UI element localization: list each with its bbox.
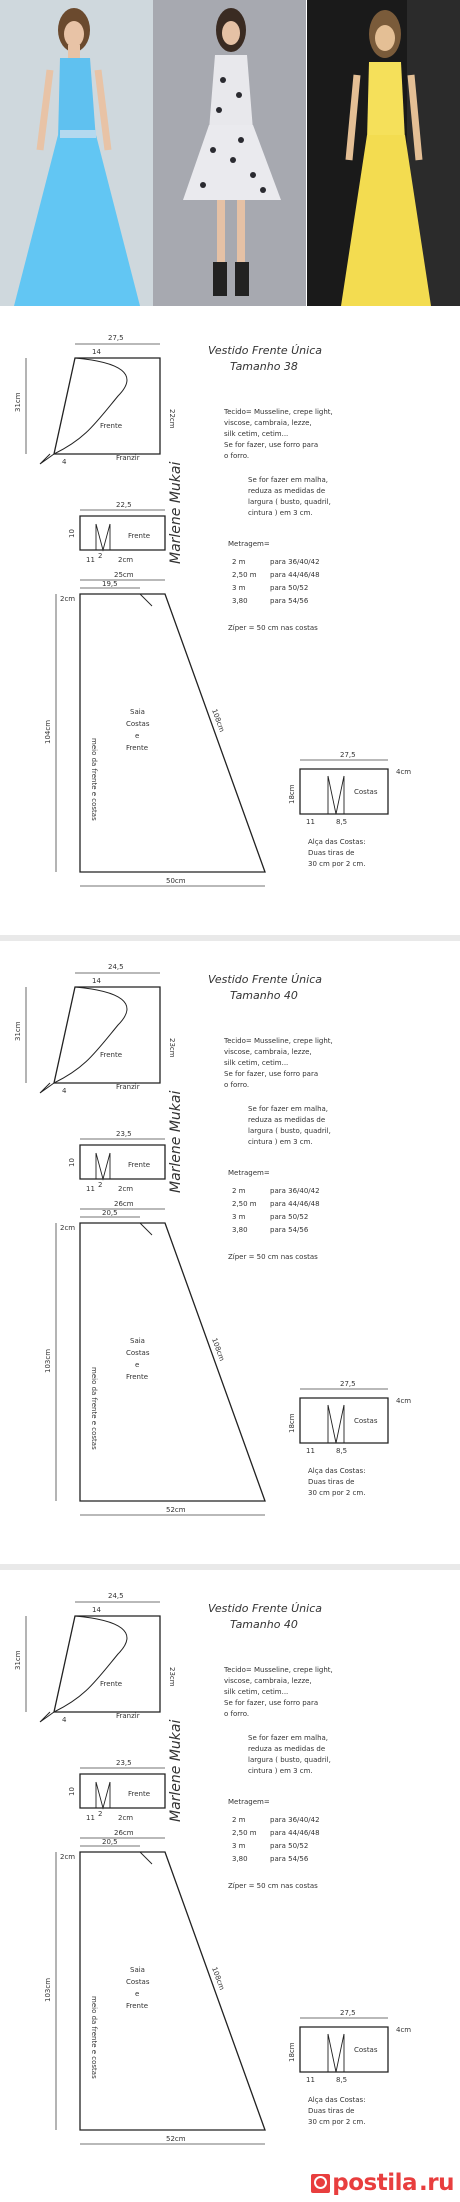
pattern-label: Se for fazer em malha, <box>248 476 329 484</box>
pattern-label: Costas <box>126 1349 150 1357</box>
pattern-label: Frente <box>128 532 151 540</box>
pattern-label: para 44/46/48 <box>270 571 320 579</box>
floral-halter-dress-photo <box>153 0 306 306</box>
pattern-label: Tecido= Musseline, crepe light, <box>224 1037 333 1045</box>
signature: Marlene Mukai <box>168 1719 184 1822</box>
pattern-label: 27,5 <box>108 334 124 342</box>
pattern-label: para 50/52 <box>270 1842 309 1850</box>
pattern-label: Frente <box>128 1161 151 1169</box>
pattern-label: reduza as medidas de <box>248 1116 326 1124</box>
pattern-label: Frente <box>100 1051 123 1059</box>
skirt-outline <box>80 594 265 872</box>
pattern-label: 8,5 <box>336 818 348 826</box>
pattern-label: largura ( busto, quadril, <box>248 1127 331 1135</box>
pattern-label: o forro. <box>224 1081 250 1089</box>
pattern-label: para 54/56 <box>270 1226 309 1234</box>
pattern-label: Vestido Frente Única <box>208 1602 322 1615</box>
waistband-dart <box>96 524 110 550</box>
pattern-label: Saia <box>130 1337 145 1345</box>
pattern-label: 3 m <box>232 1842 246 1850</box>
pattern-label: 2cm <box>118 556 134 564</box>
pattern-label: 31cm <box>14 1021 22 1041</box>
bodice-point <box>40 454 54 464</box>
back-dart <box>328 1405 344 1443</box>
pattern-label: 22cm <box>168 409 176 429</box>
pattern-label: 3,80 <box>232 1855 248 1863</box>
pattern-sheet <box>0 1572 460 2195</box>
pattern-label: Se for fazer, use forro para <box>224 1699 319 1707</box>
pattern-label: 8,5 <box>336 2076 348 2084</box>
pattern-label: meio da frente e costas <box>90 1996 98 2079</box>
pattern-label: 10 <box>68 1787 76 1796</box>
back-dart <box>328 2034 344 2072</box>
pattern-label: Duas tiras de <box>308 2107 355 2115</box>
pattern-label: Frente <box>100 1680 123 1688</box>
skirt-corner <box>140 1852 152 1864</box>
bodice-outline <box>54 987 160 1083</box>
watermark-suffix: .ru <box>419 2170 454 2196</box>
pattern-label: 3,80 <box>232 597 248 605</box>
bodice-outline <box>54 358 160 454</box>
pattern-label: Tamanho 40 <box>230 1618 298 1631</box>
pattern-sheet <box>0 314 460 937</box>
pattern-label: cintura ) em 3 cm. <box>248 1138 313 1146</box>
pattern-label: 4cm <box>396 768 412 776</box>
pattern-label: 26cm <box>114 1829 134 1837</box>
pattern-label: Frente <box>126 744 149 752</box>
pattern-label: para 54/56 <box>270 1855 309 1863</box>
pattern-label: 30 cm por 2 cm. <box>308 1489 366 1497</box>
pattern-label: largura ( busto, quadril, <box>248 498 331 506</box>
pattern-label: largura ( busto, quadril, <box>248 1756 331 1764</box>
pattern-label: Vestido Frente Única <box>208 344 322 357</box>
pattern-label: silk cetim, cetim... <box>224 1059 289 1067</box>
pattern-label: para 50/52 <box>270 584 309 592</box>
pattern-label: Se for fazer, use forro para <box>224 1070 319 1078</box>
pattern-label: Zíper = 50 cm nas costas <box>228 624 318 632</box>
pattern-label: 18cm <box>288 2042 296 2062</box>
pattern-label: Duas tiras de <box>308 1478 355 1486</box>
pattern-label: e <box>135 732 140 740</box>
waistband-dart <box>96 1153 110 1179</box>
pattern-label: 3,80 <box>232 1226 248 1234</box>
pattern-label: Alça das Costas: <box>308 2096 366 2104</box>
pattern-label: viscose, cambraia, lezze, <box>224 419 312 427</box>
pattern-label: o forro. <box>224 1710 250 1718</box>
pattern-label: Costas <box>126 720 150 728</box>
pattern-label: Frente <box>126 1373 149 1381</box>
pattern-label: Costas <box>354 2046 378 2054</box>
pattern-label: 23,5 <box>116 1130 132 1138</box>
pattern-label: 104cm <box>44 719 52 744</box>
pattern-label: e <box>135 1990 140 1998</box>
waistband-outline <box>80 1145 165 1179</box>
pattern-label: Franzir <box>116 454 140 462</box>
waistband-dart <box>96 1782 110 1808</box>
pattern-label: 19,5 <box>102 580 118 588</box>
pattern-label: 11 <box>306 818 315 826</box>
pattern-label: 2 <box>98 1810 103 1818</box>
pattern-label: o forro. <box>224 452 250 460</box>
pattern-label: 27,5 <box>340 751 356 759</box>
back-dart <box>328 776 344 814</box>
pattern-label: para 50/52 <box>270 1213 309 1221</box>
pattern-label: 2 m <box>232 1816 246 1824</box>
pattern-label: reduza as medidas de <box>248 487 326 495</box>
pattern-label: Frente <box>128 1790 151 1798</box>
pattern-label: Franzir <box>116 1083 140 1091</box>
pattern-label: 30 cm por 2 cm. <box>308 860 366 868</box>
pattern-label: 31cm <box>14 1650 22 1670</box>
pattern-label: 4 <box>62 458 67 466</box>
pattern-label: Tecido= Musseline, crepe light, <box>224 1666 333 1674</box>
pattern-label: 23cm <box>168 1038 176 1058</box>
pattern-label: Metragem= <box>228 1169 270 1177</box>
pattern-label: 50cm <box>166 877 186 885</box>
signature: Marlene Mukai <box>168 461 184 564</box>
pattern-label: 22,5 <box>116 501 132 509</box>
pattern-label: 20,5 <box>102 1209 118 1217</box>
skirt-corner <box>140 1223 152 1235</box>
pattern-label: 20,5 <box>102 1838 118 1846</box>
pattern-label: 4 <box>62 1087 67 1095</box>
pattern-label: Zíper = 50 cm nas costas <box>228 1253 318 1261</box>
pattern-label: Se for fazer em malha, <box>248 1105 329 1113</box>
pattern-label: 3 m <box>232 584 246 592</box>
skirt-outline <box>80 1223 265 1501</box>
pattern-label: para 36/40/42 <box>270 558 320 566</box>
bodice-outline <box>54 1616 160 1712</box>
pattern-label: 2cm <box>118 1185 134 1193</box>
photo-strip <box>0 0 460 306</box>
pattern-label: Vestido Frente Única <box>208 973 322 986</box>
pattern-label: viscose, cambraia, lezze, <box>224 1048 312 1056</box>
watermark-brand: postila <box>332 2170 418 2196</box>
pattern-label: Zíper = 50 cm nas costas <box>228 1882 318 1890</box>
pattern-label: silk cetim, cetim... <box>224 1688 289 1696</box>
pattern-label: para 36/40/42 <box>270 1816 320 1824</box>
pattern-label: 2,50 m <box>232 1200 257 1208</box>
pattern-label: Alça das Costas: <box>308 1467 366 1475</box>
pattern-label: 2 <box>98 552 103 560</box>
pattern-label: 14 <box>92 348 101 356</box>
pattern-label: cintura ) em 3 cm. <box>248 509 313 517</box>
pattern-label: 52cm <box>166 1506 186 1514</box>
pattern-label: 11 <box>306 1447 315 1455</box>
pattern-label: para 36/40/42 <box>270 1187 320 1195</box>
pattern-label: reduza as medidas de <box>248 1745 326 1753</box>
pattern-label: 2 <box>98 1181 103 1189</box>
pattern-label: 2cm <box>60 595 76 603</box>
postila-logo-icon <box>311 2174 330 2193</box>
pattern-label: Saia <box>130 708 145 716</box>
signature: Marlene Mukai <box>168 1090 184 1193</box>
skirt-corner <box>140 594 152 606</box>
pattern-label: 11 <box>86 1814 95 1822</box>
pattern-label: 31cm <box>14 392 22 412</box>
pattern-drawing <box>0 314 460 937</box>
pattern-label: 11 <box>306 2076 315 2084</box>
pattern-label: Alça das Costas: <box>308 838 366 846</box>
pattern-label: 2cm <box>118 1814 134 1822</box>
pattern-label: 52cm <box>166 2135 186 2143</box>
waistband-outline <box>80 516 165 550</box>
pattern-label: 108cm <box>210 1965 226 1992</box>
pattern-label: 3 m <box>232 1213 246 1221</box>
pattern-label: Costas <box>126 1978 150 1986</box>
pattern-label: Se for fazer em malha, <box>248 1734 329 1742</box>
pattern-label: 8,5 <box>336 1447 348 1455</box>
pattern-label: Se for fazer, use forro para <box>224 441 319 449</box>
pattern-label: 30 cm por 2 cm. <box>308 2118 366 2126</box>
pattern-label: 103cm <box>44 1348 52 1373</box>
pattern-label: 23,5 <box>116 1759 132 1767</box>
pattern-label: 25cm <box>114 571 134 579</box>
pattern-label: Franzir <box>116 1712 140 1720</box>
pattern-label: 2 m <box>232 558 246 566</box>
pattern-label: 26cm <box>114 1200 134 1208</box>
pattern-label: Tecido= Musseline, crepe light, <box>224 408 333 416</box>
pattern-label: 2cm <box>60 1224 76 1232</box>
pattern-label: 14 <box>92 977 101 985</box>
pattern-label: meio da frente e costas <box>90 738 98 821</box>
pattern-label: 4cm <box>396 1397 412 1405</box>
yellow-gown-photo <box>307 0 460 306</box>
pattern-label: Costas <box>354 1417 378 1425</box>
blue-gown-photo <box>0 0 153 306</box>
pattern-label: Frente <box>126 2002 149 2010</box>
pattern-label: 4cm <box>396 2026 412 2034</box>
pattern-label: 24,5 <box>108 1592 124 1600</box>
pattern-label: 2 m <box>232 1187 246 1195</box>
pattern-sheet <box>0 943 460 1566</box>
pattern-label: 2,50 m <box>232 571 257 579</box>
pattern-label: 23cm <box>168 1667 176 1687</box>
pattern-label: 27,5 <box>340 2009 356 2017</box>
sheet-separator <box>0 1564 460 1570</box>
pattern-label: 18cm <box>288 1413 296 1433</box>
waistband-outline <box>80 1774 165 1808</box>
pattern-label: 2,50 m <box>232 1829 257 1837</box>
pattern-label: 11 <box>86 556 95 564</box>
pattern-label: 10 <box>68 1158 76 1167</box>
pattern-label: cintura ) em 3 cm. <box>248 1767 313 1775</box>
pattern-label: Tamanho 40 <box>230 989 298 1002</box>
pattern-label: 18cm <box>288 784 296 804</box>
pattern-label: 27,5 <box>340 1380 356 1388</box>
skirt-outline <box>80 1852 265 2130</box>
pattern-drawing <box>0 943 460 1566</box>
pattern-label: Metragem= <box>228 1798 270 1806</box>
pattern-label: 108cm <box>210 707 226 734</box>
pattern-label: 103cm <box>44 1977 52 2002</box>
pattern-label: 10 <box>68 529 76 538</box>
pattern-label: viscose, cambraia, lezze, <box>224 1677 312 1685</box>
pattern-label: Tamanho 38 <box>230 360 298 373</box>
postila-watermark[interactable] <box>311 2170 454 2196</box>
pattern-drawing <box>0 1572 460 2195</box>
pattern-label: 108cm <box>210 1336 226 1363</box>
pattern-label: 14 <box>92 1606 101 1614</box>
pattern-label: para 54/56 <box>270 597 309 605</box>
pattern-label: Frente <box>100 422 123 430</box>
pattern-label: Costas <box>354 788 378 796</box>
pattern-label: Duas tiras de <box>308 849 355 857</box>
pattern-label: e <box>135 1361 140 1369</box>
pattern-label: 24,5 <box>108 963 124 971</box>
sheet-separator <box>0 935 460 941</box>
pattern-label: 4 <box>62 1716 67 1724</box>
pattern-label: 11 <box>86 1185 95 1193</box>
pattern-label: silk cetim, cetim... <box>224 430 289 438</box>
bodice-point <box>40 1712 54 1722</box>
pattern-label: para 44/46/48 <box>270 1829 320 1837</box>
pattern-label: para 44/46/48 <box>270 1200 320 1208</box>
bodice-point <box>40 1083 54 1093</box>
pattern-label: Saia <box>130 1966 145 1974</box>
pattern-label: Metragem= <box>228 540 270 548</box>
pattern-label: 2cm <box>60 1853 76 1861</box>
pattern-label: meio da frente e costas <box>90 1367 98 1450</box>
